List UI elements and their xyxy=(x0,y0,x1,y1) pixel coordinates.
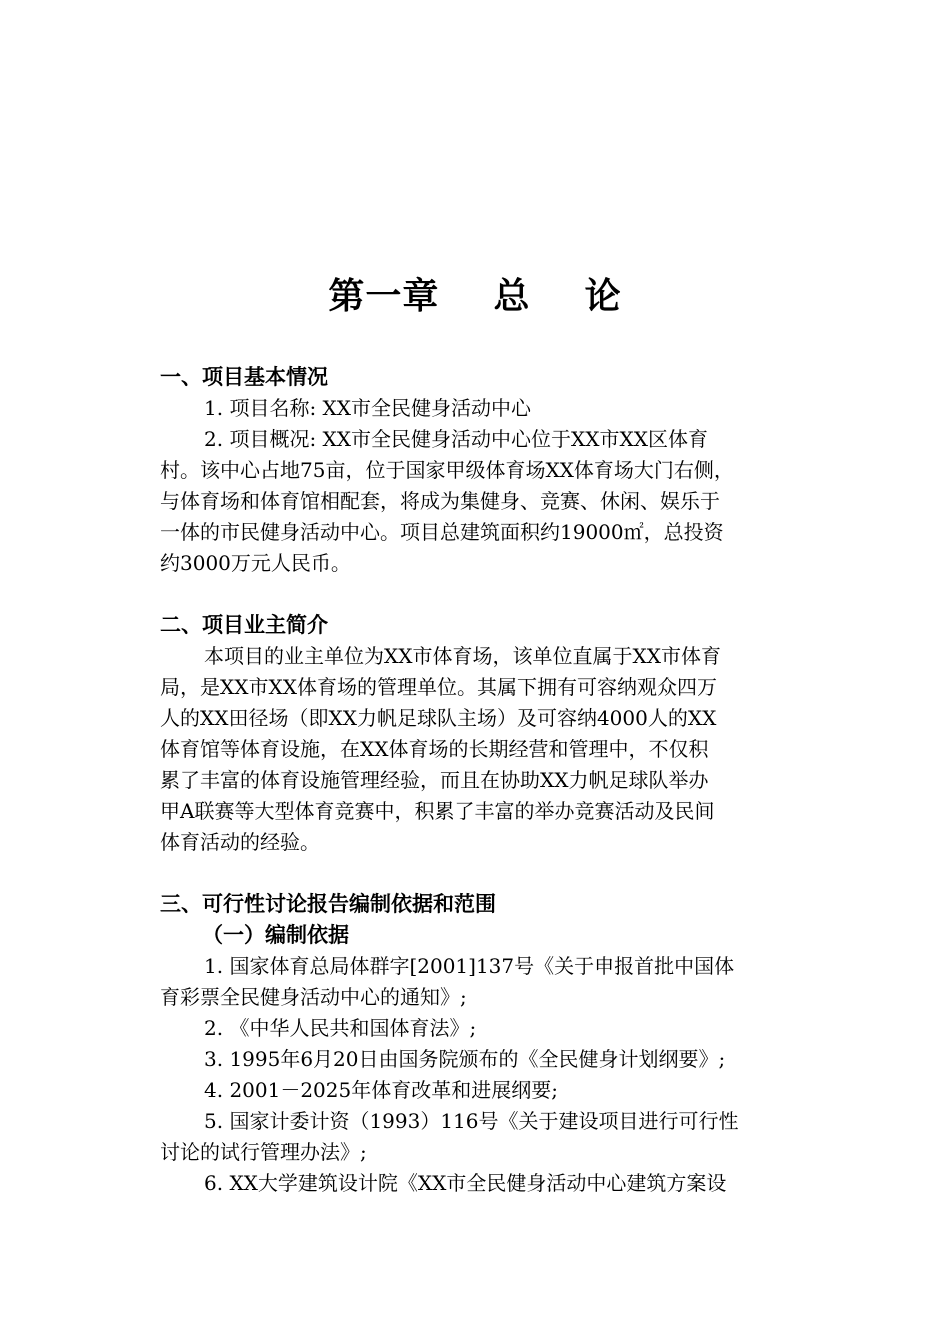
chapter-title: 第一章 总 论 xyxy=(328,275,622,317)
paragraph-line: 累了丰富的体育设施管理经验，而且在协助XX力帆足球队举办 xyxy=(160,768,709,792)
paragraph-line: 甲A联赛等大型体育竞赛中，积累了丰富的举办竞赛活动及民间 xyxy=(160,799,715,823)
subsection-heading: （一）编制依据 xyxy=(202,923,349,947)
document-body xyxy=(160,362,836,1199)
paragraph-line: 约3000万元人民币。 xyxy=(160,551,351,575)
paragraph-line: 2. 项目概况: XX市全民健身活动中心位于XX市XX区体育 xyxy=(204,427,708,451)
paragraph-line: 局，是XX市XX体育场的管理单位。其属下拥有可容纳观众四万 xyxy=(160,675,717,699)
list-item: 1. 国家体育总局体群字[2001]137号《关于申报首批中国体 xyxy=(204,954,735,978)
paragraph-line: 村。该中心占地75亩，位于国家甲级体育场XX体育场大门右侧， xyxy=(160,458,734,482)
list-item-continuation: 讨论的试行管理办法》; xyxy=(160,1140,367,1164)
paragraph-line: 体育馆等体育设施，在XX体育场的长期经营和管理中，不仅积 xyxy=(160,737,709,761)
paragraph-line: 人的XX田径场（即XX力帆足球队主场）及可容纳4000人的XX xyxy=(160,706,717,730)
paragraph-line: 与体育场和体育馆相配套，将成为集健身、竞赛、休闲、娱乐于 xyxy=(160,489,720,513)
paragraph-line: 1. 项目名称: XX市全民健身活动中心 xyxy=(204,396,532,420)
paragraph-line: 体育活动的经验。 xyxy=(160,830,320,854)
paragraph-line: 一体的市民健身活动中心。项目总建筑面积约19000㎡，总投资 xyxy=(160,520,724,544)
section-heading: 三、可行性讨论报告编制依据和范围 xyxy=(160,892,496,916)
list-item: 6. XX大学建筑设计院《XX市全民健身活动中心建筑方案设 xyxy=(204,1171,727,1195)
section-heading: 二、项目业主简介 xyxy=(160,613,328,637)
section-project-basics xyxy=(160,362,836,579)
section-owner-profile xyxy=(160,610,836,858)
list-item: 5. 国家计委计资（1993）116号《关于建设项目进行可行性 xyxy=(204,1109,739,1133)
list-item-continuation: 育彩票全民健身活动中心的通知》; xyxy=(160,985,467,1009)
paragraph-line: 本项目的业主单位为XX市体育场，该单位直属于XX市体育 xyxy=(204,644,721,668)
section-report-basis xyxy=(160,889,836,1199)
list-item: 2. 《中华人民共和国体育法》; xyxy=(204,1016,477,1040)
list-item: 3. 1995年6月20日由国务院颁布的《全民健身计划纲要》; xyxy=(204,1047,726,1071)
list-item: 4. 2001－2025年体育改革和进展纲要; xyxy=(204,1078,558,1102)
section-heading: 一、项目基本情况 xyxy=(160,365,328,389)
